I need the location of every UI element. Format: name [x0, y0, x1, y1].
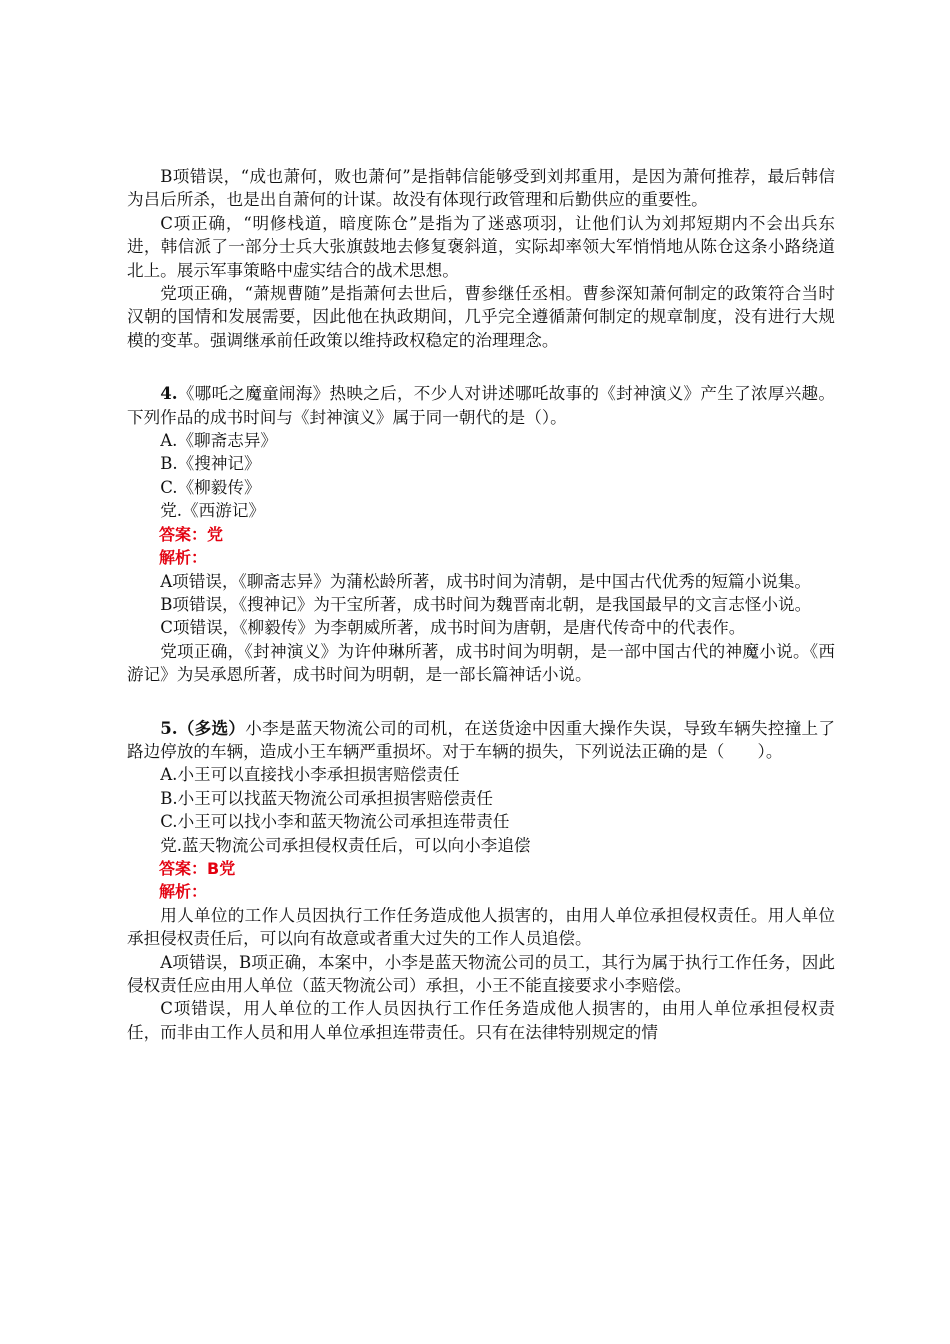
- q5-analysis-intro: 用人单位的工作人员因执行工作任务造成他人损害的，由用人单位承担侵权责任。用人单位承担侵权责任后，可以向有故意或者重大过失的工作人员追偿。: [127, 905, 835, 949]
- q5-option-c: C.小王可以找小李和蓝天物流公司承担连带责任: [160, 812, 510, 832]
- q4-option-a: A.《聊斋志异》: [160, 431, 278, 451]
- q4-answer: 答案：党: [159, 524, 224, 544]
- q5-option-b: B.小王可以找蓝天物流公司承担损害赔偿责任: [160, 788, 493, 808]
- q5-analysis-ab: A项错误，B项正确，本案中，小李是蓝天物流公司的员工，其行为属于执行工作任务，因此侵权责任应由用人单位（蓝天物流公司）承担，小王不能直接要求小李赔偿。: [127, 952, 835, 995]
- spacer: [127, 352, 835, 382]
- analysis-b-paragraph: B项错误，“成也萧何，败也萧何”是指韩信能够受到刘邦重用，是因为萧何推荐，最后韩信为吕后所杀，也是出自萧何的计谋。故没有体现行政管理和后勤供应的重要性。: [127, 167, 835, 210]
- q5-analysis-label: 解析：: [159, 882, 208, 902]
- q4-option-d: 党.《西游记》: [160, 501, 266, 521]
- q4-analysis-c: C项错误，《柳毅传》为李朝威所著，成书时间为唐朝，是唐代传奇中的代表作。: [160, 618, 746, 638]
- question-5: [127, 717, 835, 764]
- spacer: [127, 687, 835, 717]
- q5-answer: 答案：B党: [159, 858, 236, 878]
- q4-option-c: C.《柳毅传》: [160, 477, 261, 497]
- q5-analysis-c: C项错误，用人单位的工作人员因执行工作任务造成他人损害的，由用人单位承担侵权责任，而非由工作人员和用人单位承担连带责任。只有在法律特别规定的情: [127, 999, 835, 1042]
- q5-option-d: 党.蓝天物流公司承担侵权责任后，可以向小李追偿: [160, 835, 531, 855]
- q4-analysis-a: A项错误，《聊斋志异》为蒲松龄所著，成书时间为清朝，是中国古代优秀的短篇小说集。: [160, 571, 812, 591]
- q4-analysis-b: B项错误，《搜神记》为干宝所著，成书时间为魏晋南北朝，是我国最早的文言志怪小说。: [160, 594, 812, 614]
- question-5-stem: 小李是蓝天物流公司的司机，在送货途中因重大操作失误，导致车辆失控撞上了路边停放的车辆，造成小王车辆严重损坏。对于车辆的损失，下列说法正确的是（ ）。: [127, 718, 836, 761]
- document-page: [127, 165, 835, 1044]
- analysis-c-paragraph: C项正确，“明修栈道，暗度陈仓”是指为了迷惑项羽，让他们认为刘邦短期内不会出兵东进，韩信派了一部分士兵大张旗鼓地去修复褒斜道，实际却率领大军悄悄地从陈仓这条小路绕道北上。展示军事策略中虚实结合的战术思想。: [127, 213, 835, 280]
- question-4: [127, 382, 835, 429]
- q4-analysis-label: 解析：: [159, 548, 208, 568]
- question-5-number: 5.: [160, 717, 178, 738]
- q4-option-b: B.《搜神记》: [160, 454, 261, 474]
- question-4-stem: 《哪吒之魔童闹海》热映之后，不少人对讲述哪吒故事的《封神演义》产生了浓厚兴趣。下列作品的成书时间与《封神演义》属于同一朝代的是（）。: [127, 384, 835, 427]
- question-5-tag: （多选）: [177, 717, 246, 738]
- q4-analysis-d: 党项正确，《封神演义》为许仲琳所著，成书时间为明朝，是一部中国古代的神魔小说。《西游记》为吴承恩所著，成书时间为明朝，是一部长篇神话小说。: [127, 641, 835, 685]
- question-4-number: 4.: [160, 383, 178, 404]
- analysis-d-paragraph: 党项正确，“萧规曹随”是指萧何去世后，曹参继任丞相。曹参深知萧何制定的政策符合当时汉朝的国情和发展需要，因此他在执政期间，几乎完全遵循萧何制定的规章制度，没有进行大规模的变革。强调继承前任政策以维持政权稳定的治理理念。: [127, 284, 835, 350]
- q5-option-a: A.小王可以直接找小李承担损害赔偿责任: [160, 765, 460, 785]
